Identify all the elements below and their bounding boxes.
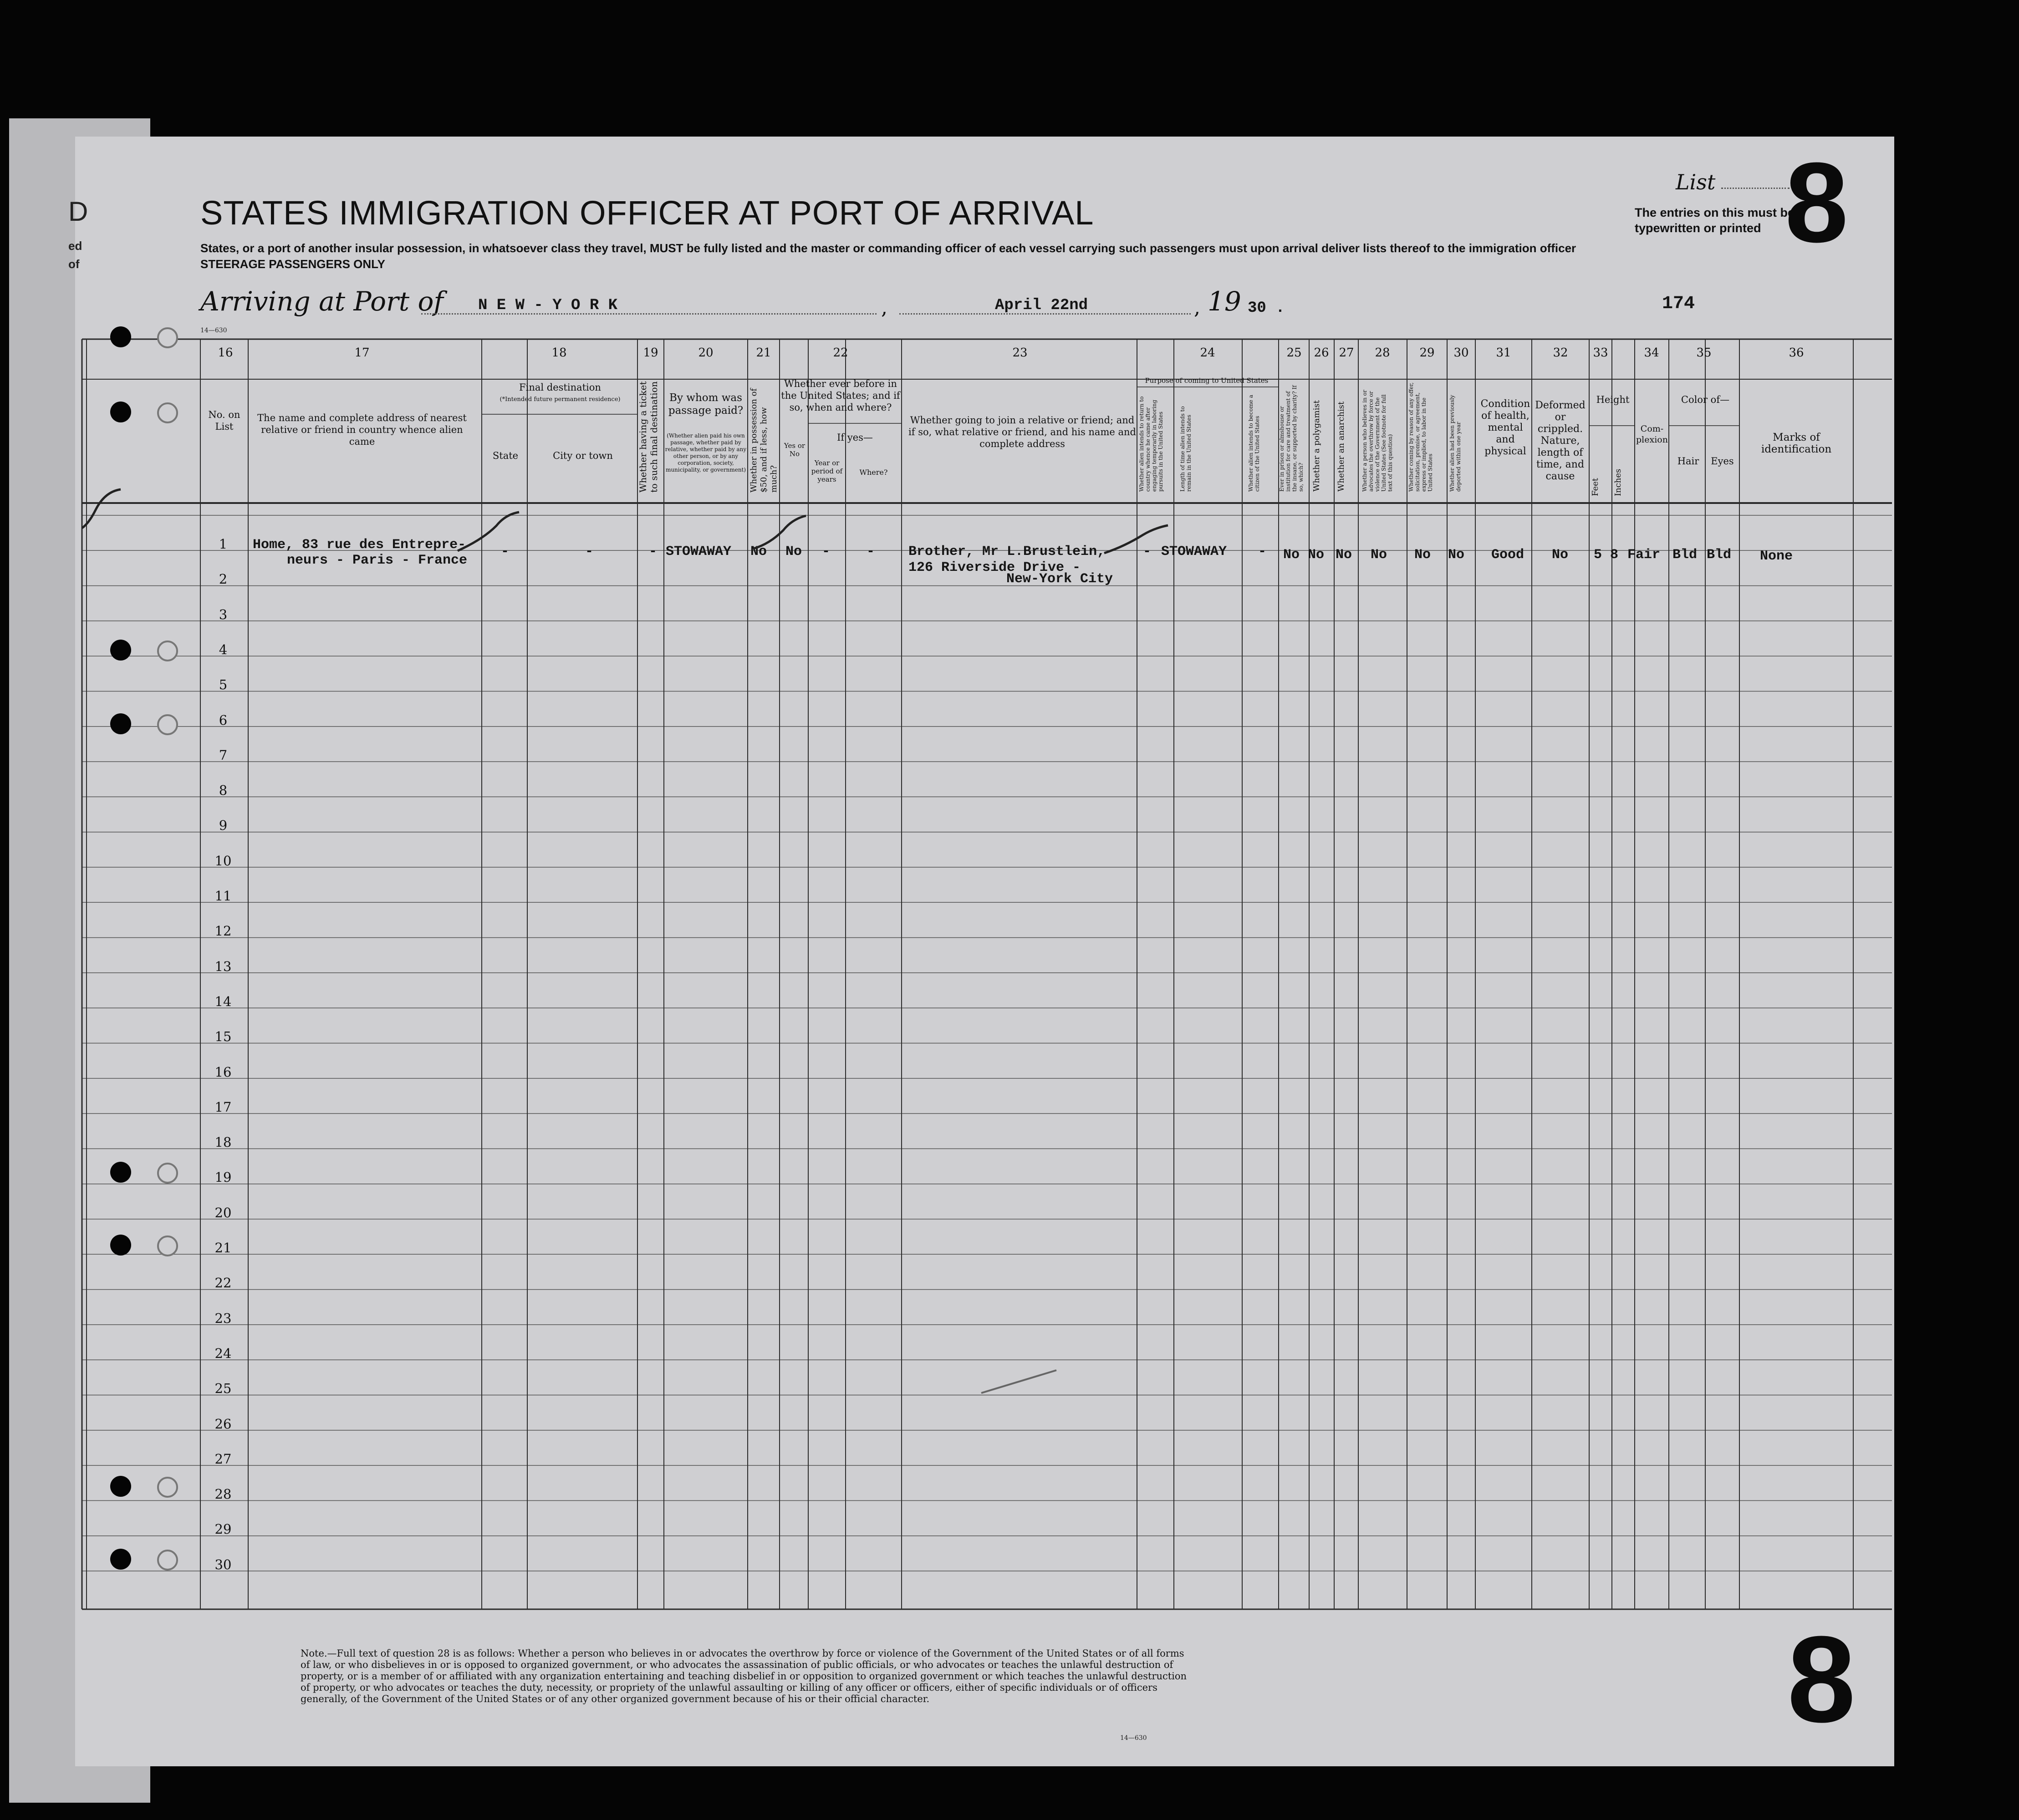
column-number: 19	[643, 346, 658, 360]
row-number: 15	[214, 1029, 232, 1045]
purpose-dash: -	[1143, 544, 1152, 559]
header-col35-hair: Hair	[1677, 456, 1699, 467]
list-line	[1721, 188, 1790, 189]
ticket-value: -	[649, 544, 658, 559]
header-col16: No. on List	[208, 409, 240, 432]
punch-hole	[110, 402, 131, 422]
punch-hole-ring	[157, 1550, 178, 1571]
prison-value: No	[1283, 547, 1300, 563]
header-col35-eyes: Eyes	[1711, 456, 1734, 467]
header-col18-note: (*Intended future permanent residence)	[500, 396, 621, 403]
header-col28: Whether a person who believes in or advocates the overthrow by force or violence of the Government of the United States (See footnote for full text of this question)	[1361, 390, 1393, 492]
column-number: 27	[1339, 346, 1354, 360]
join-line3: New-York City	[1006, 571, 1113, 587]
form-code: 14—630	[1120, 1734, 1147, 1742]
arriving-label: Arriving at Port of	[200, 286, 444, 317]
column-number: 22	[833, 346, 848, 360]
header-col20-note: (Whether alien paid his own passage, whether paid by relative, whether paid by any other person, or by any corporation, society, municipality, or government)	[665, 432, 747, 473]
relative-address-line2: neurs - Paris - France	[287, 553, 468, 568]
punch-hole-ring	[157, 641, 178, 661]
header-col36: Marks of identification	[1761, 432, 1832, 455]
margin-fragment: ed	[68, 239, 82, 253]
header-col24-citizen: Whether alien intends to become a citizen of the United States	[1248, 395, 1260, 492]
header-col33-feet: Feet	[1591, 478, 1600, 496]
punch-hole	[110, 713, 131, 734]
header-col33-inches: Inches	[1613, 468, 1623, 496]
header-col30: Whether alien had been previously deported within one year	[1449, 395, 1462, 492]
header-col29: Whether coming by reason of any offer, solicitation, promise, or agreement, express or implied, to labor in the United States	[1408, 382, 1433, 492]
punch-hole-ring	[157, 1477, 178, 1498]
punch-hole	[110, 1235, 131, 1256]
header-col18-state: State	[492, 450, 519, 461]
row-number: 9	[219, 818, 228, 834]
before-us-value: No	[785, 544, 802, 559]
column-number: 16	[218, 346, 233, 360]
column-number: 25	[1286, 346, 1302, 360]
column-number: 31	[1496, 346, 1511, 360]
check-mark	[455, 508, 524, 558]
list-label: List	[1676, 170, 1716, 194]
column-number: 26	[1314, 346, 1329, 360]
punch-hole-ring	[157, 1163, 178, 1184]
row-number: 18	[214, 1134, 232, 1150]
column-number: 23	[1012, 346, 1028, 360]
join-line2: 126 Riverside Drive -	[908, 560, 1081, 575]
city-value: -	[585, 544, 594, 559]
row-number: 22	[214, 1275, 232, 1291]
column-number: 35	[1696, 346, 1712, 360]
row-number: 20	[214, 1205, 232, 1220]
page-number: 174	[1662, 294, 1695, 314]
header-col23: Whether going to join a relative or friend; and if so, what relative or friend, and his name and complete address	[908, 415, 1136, 449]
header-col27: Whether an anarchist	[1336, 401, 1346, 492]
row-number: 26	[214, 1416, 232, 1432]
overthrow-value: No	[1371, 547, 1387, 563]
margin-fragment: D	[68, 196, 88, 227]
bottom-list-number: 8	[1787, 1611, 1856, 1748]
row-number: 13	[214, 958, 232, 974]
purpose-value: STOWAWAY	[1161, 544, 1227, 559]
header-col35: Color of—	[1681, 394, 1730, 405]
entries-note: The entries on this must be typewritten or printed	[1635, 206, 1795, 235]
row-number: 17	[214, 1099, 232, 1115]
row-number: 24	[214, 1345, 232, 1361]
footnote: Note.—Full text of question 28 is as follows: Whether a person who believes in or advocates the overthrow by force or violence of the Government of the United States or of all forms of law, or who disbelieves in or is opposed to organized government, or who advocates the assassination of public officials, or who advocates or teaches the unlawful destruction of property, or is a member of or affiliated with any organization entertaining and teaching disbelief in or opposition to organized government or which teaches the unlawful destruction of property, or who advocates or teaches the duty, necessity, or propriety of the unlawful assaulting or killing of any officer or officers, either of specific individuals or of officers generally, of the Government of the United States or of any other organized government because of his or their official character.	[301, 1648, 1187, 1704]
year-prefix: 19	[1208, 286, 1241, 317]
column-number: 21	[756, 346, 771, 360]
year-suffix: 30 .	[1248, 300, 1285, 317]
check-mark	[1102, 519, 1170, 560]
hair-value: Bld	[1672, 547, 1698, 563]
list-number: 8	[1785, 139, 1849, 266]
row-number: 12	[214, 923, 232, 939]
polygamist-value: No	[1308, 547, 1325, 563]
header-col22-ifyes: If yes—	[837, 432, 873, 443]
steerage-line: STEERAGE PASSENGERS ONLY	[200, 257, 385, 271]
header-col32: Deformed or crippled. Nature, length of time, and cause	[1535, 400, 1586, 482]
money-value: No	[750, 544, 767, 559]
row-number: 23	[214, 1310, 232, 1326]
header-col17: The name and complete address of nearest relative or friend in country whence alien came	[257, 412, 467, 447]
eyes-value: Bld	[1707, 547, 1732, 563]
column-number: 36	[1789, 346, 1804, 360]
punch-hole-ring	[157, 714, 178, 735]
row-number: 2	[219, 571, 228, 587]
row-number: 14	[214, 993, 232, 1009]
state-value: -	[501, 544, 510, 559]
header-col18-city: City or town	[553, 450, 613, 461]
check-mark	[751, 512, 811, 553]
form-code-top: 14—630	[200, 327, 227, 334]
row-number: 19	[214, 1169, 232, 1185]
anarchist-value: No	[1336, 547, 1352, 563]
header-col19: Whether having a ticket to such final destination	[637, 381, 659, 493]
header-col26: Whether a polygamist	[1312, 400, 1321, 492]
pencil-mark	[979, 1366, 1061, 1398]
citizen-value: -	[1258, 544, 1267, 559]
margin-fragment: of	[68, 257, 80, 271]
row-number: 4	[219, 641, 228, 657]
column-number: 24	[1200, 346, 1215, 360]
punch-hole	[110, 1549, 131, 1570]
column-number: 32	[1553, 346, 1568, 360]
column-number: 34	[1644, 346, 1659, 360]
row-number: 21	[214, 1240, 232, 1256]
feet-value: 5	[1594, 547, 1602, 563]
row-number: 27	[214, 1451, 232, 1467]
relative-address-line1: Home, 83 rue des Entrepre-	[253, 537, 466, 553]
deported-value: No	[1448, 547, 1465, 563]
complexion-value: Fair	[1627, 547, 1661, 563]
health-value: Good	[1491, 547, 1524, 563]
row-number: 7	[219, 747, 228, 763]
column-number: 20	[698, 346, 714, 360]
punch-hole	[110, 1162, 131, 1183]
date-value: April 22nd	[995, 297, 1088, 314]
header-col24: Purpose of coming to United States	[1145, 376, 1269, 385]
marks-value: None	[1760, 549, 1793, 564]
row-number: 6	[219, 712, 228, 728]
row-number: 1	[219, 536, 228, 552]
column-number: 29	[1419, 346, 1435, 360]
header-col24-return: Whether alien intends to return to country whence he came after engaging temporarily in laboring pursuits in the United States	[1138, 396, 1164, 492]
column-number: 33	[1593, 346, 1608, 360]
year-value: -	[822, 544, 831, 559]
punch-hole-ring	[157, 327, 178, 348]
header-col22-yesno: Yes or No	[784, 442, 806, 458]
manifest-page	[75, 137, 1894, 1766]
header-col22-year: Year or period of years	[811, 459, 843, 483]
punch-hole	[110, 326, 131, 347]
header-col25: Ever in prison or almshouse or institution for care and treatment of the insane, or supported by charity? If so, which?	[1279, 385, 1304, 492]
punch-hole	[110, 1476, 131, 1497]
column-number: 17	[354, 346, 370, 360]
page-title: STATES IMMIGRATION OFFICER AT PORT OF ARRIVAL	[200, 194, 1094, 232]
row-number: 29	[214, 1521, 232, 1537]
deformed-value: No	[1552, 547, 1569, 563]
row-number: 8	[219, 783, 228, 798]
paid-by-value: STOWAWAY	[666, 544, 732, 559]
row-number: 3	[219, 606, 228, 622]
join-line1: Brother, Mr L.Brustlein,	[908, 544, 1106, 559]
comma: ,	[1194, 296, 1200, 319]
column-number: 28	[1375, 346, 1390, 360]
header-col22: Whether ever before in the United States; and if so, when and where?	[781, 378, 900, 413]
row-number: 30	[214, 1556, 232, 1572]
margin-curve-mark	[77, 483, 123, 533]
instruction-line: States, or a port of another insular possession, in whatsoever class they travel, MUST be fully listed and the master or commanding officer of each vessel carrying such passengers must upon arrival deliver lists thereof to the immigration officer	[200, 241, 1576, 255]
row-number: 28	[214, 1486, 232, 1502]
comma: ,	[881, 296, 887, 319]
row-number: 5	[219, 677, 228, 693]
punch-hole	[110, 640, 131, 661]
header-col33: Height	[1596, 394, 1630, 405]
row-number: 10	[214, 853, 232, 869]
header-col34: Com- plexion	[1636, 424, 1668, 445]
header-col20: By whom was passage paid?	[668, 392, 744, 417]
form-grid	[75, 137, 1894, 1766]
header-col22-where: Where?	[859, 468, 888, 477]
row-number: 25	[214, 1381, 232, 1397]
row-number: 16	[214, 1064, 232, 1080]
header-col24-length: Length of time alien intends to remain in the United States	[1179, 406, 1192, 492]
row-number: 11	[214, 888, 232, 904]
port-value: N E W - Y O R K	[478, 297, 618, 314]
inches-value: 8	[1610, 547, 1619, 563]
header-col21: Whether in possession of $50, and if less, how much?	[749, 388, 779, 493]
punch-hole-ring	[157, 402, 178, 423]
column-number: 30	[1453, 346, 1469, 360]
punch-hole-ring	[157, 1235, 178, 1256]
header-col31: Condition of health, mental and physical	[1480, 398, 1530, 457]
where-value: -	[867, 544, 875, 559]
column-number: 18	[551, 346, 567, 360]
header-col18: Final destination	[519, 382, 601, 393]
labor-value: No	[1414, 547, 1431, 563]
